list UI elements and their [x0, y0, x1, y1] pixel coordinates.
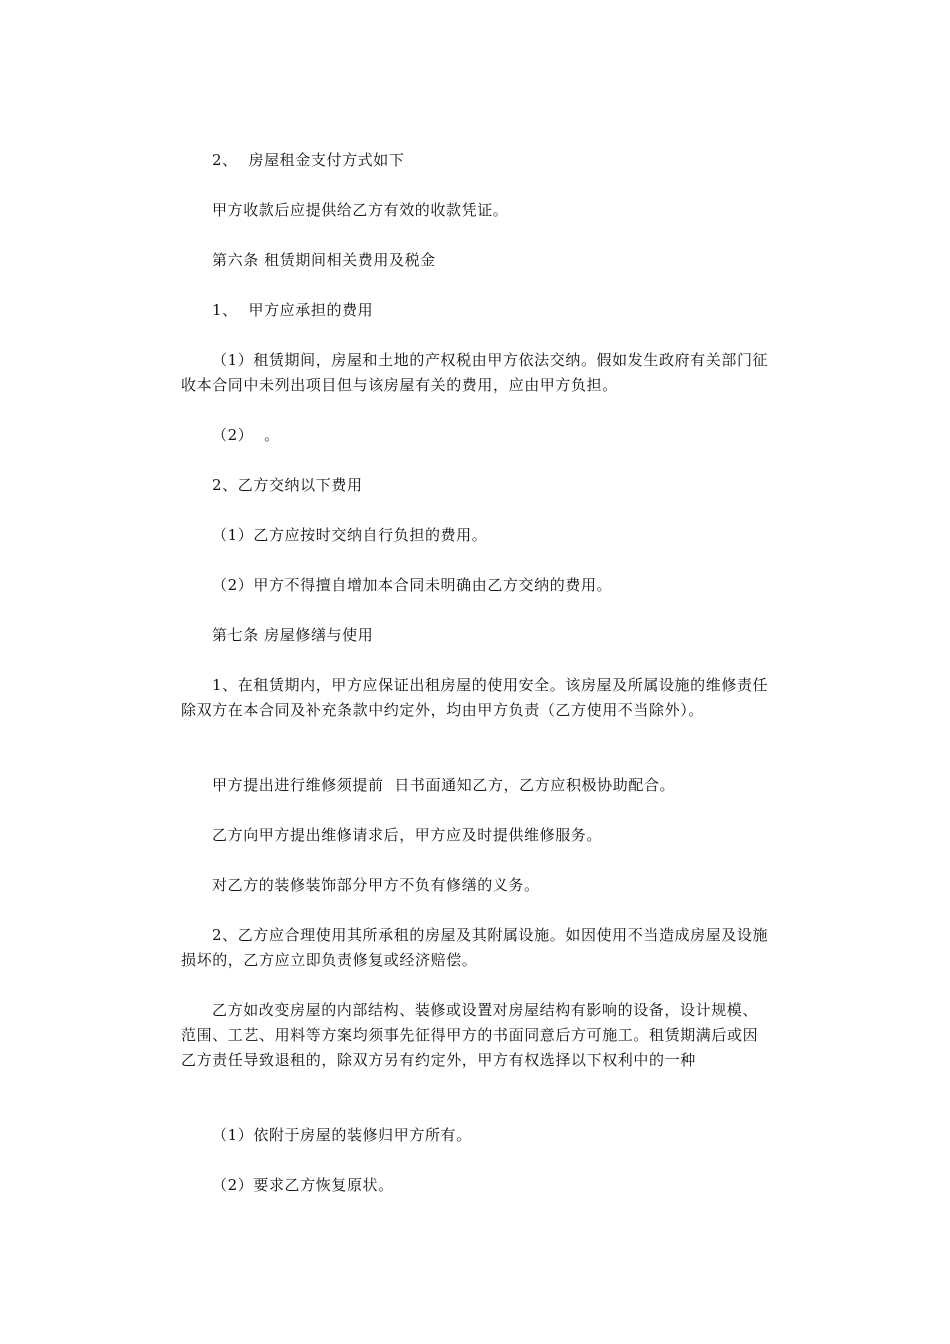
paragraph-repair-notice: 甲方提出进行维修须提前 日书面通知乙方，乙方应积极协助配合。 [212, 776, 676, 794]
paragraph-property-tax: （1）租赁期间，房屋和土地的产权税由甲方依法交纳。假如发生政府有关部门征收本合同中未列出项目但与该房屋有关的费用，应由甲方负担。 [181, 351, 769, 394]
paragraph-option-1: （1）依附于房屋的装修归甲方所有。 [212, 1126, 472, 1144]
paragraph-receipt: 甲方收款后应提供给乙方有效的收款凭证。 [212, 201, 509, 219]
paragraph-no-extra-fees: （2）甲方不得擅自增加本合同未明确由乙方交纳的费用。 [212, 576, 613, 594]
paragraph-party-b-fees: 2、乙方交纳以下费用 [212, 476, 363, 494]
paragraph-structural-changes: 乙方如改变房屋的内部结构、装修或设置对房屋结构有影响的设备，设计规模、范围、工艺、用料等方案均须事先征得甲方的书面同意后方可施工。租赁期满后或因乙方责任导致退租的，除双方另有约定外，甲方有权选择以下权利中的一种 [181, 1001, 759, 1069]
paragraph-option-2: （2）要求乙方恢复原状。 [212, 1176, 394, 1194]
article-six-heading: 第六条 租赁期间相关费用及税金 [212, 251, 436, 269]
paragraph-decoration-repair: 对乙方的装修装饰部分甲方不负有修缮的义务。 [212, 876, 540, 894]
article-seven-heading: 第七条 房屋修缮与使用 [212, 626, 374, 644]
paragraph-party-a-fees: 1、 甲方应承担的费用 [212, 301, 374, 319]
paragraph-item-2-blank: （2） 。 [212, 426, 280, 444]
paragraph-rent-payment: 2、 房屋租金支付方式如下 [212, 151, 405, 169]
paragraph-pay-on-time: （1）乙方应按时交纳自行负担的费用。 [212, 526, 488, 544]
paragraph-repair-request: 乙方向甲方提出维修请求后，甲方应及时提供维修服务。 [212, 826, 603, 844]
paragraph-maintenance-responsibility: 1、在租赁期内，甲方应保证出租房屋的使用安全。该房屋及所属设施的维修责任除双方在本合同及补充条款中约定外，均由甲方负责（乙方使用不当除外）。 [181, 676, 769, 719]
paragraph-reasonable-use: 2、乙方应合理使用其所承租的房屋及其附属设施。如因使用不当造成房屋及设施损坏的，乙方应立即负责修复或经济赔偿。 [181, 926, 769, 969]
